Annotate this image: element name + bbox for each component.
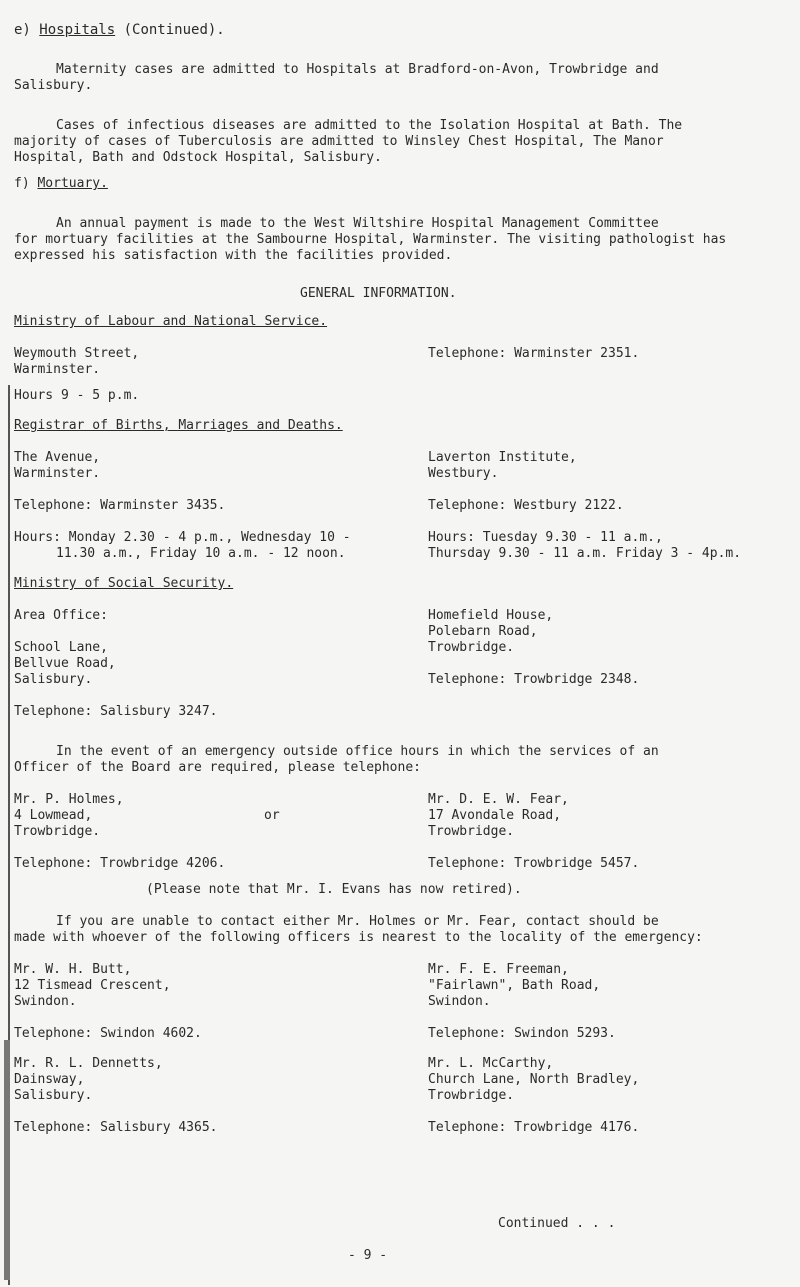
paragraph-line: Maternity cases are admitted to Hospitals at Bradford-on-Avon, Trowbridge and [56, 62, 659, 77]
officer-name: Mr. R. L. Dennetts, [14, 1056, 163, 1071]
address-line: School Lane, [14, 640, 108, 655]
address-line: Weymouth Street, [14, 346, 140, 361]
page-number: - 9 - [348, 1248, 388, 1263]
telephone-line: Telephone: Westbury 2122. [428, 498, 624, 513]
address-line: Warminster. [14, 362, 101, 377]
paragraph-line: Hospital, Bath and Odstock Hospital, Salisbury. [14, 150, 382, 165]
address-line: Trowbridge. [14, 824, 101, 839]
binding-shadow [4, 1040, 10, 1280]
telephone-line: Telephone: Salisbury 4365. [14, 1120, 218, 1135]
address-line: Warminster. [14, 466, 101, 481]
address-line: Salisbury. [14, 1088, 93, 1103]
hours-line: Thursday 9.30 - 11 a.m. Friday 3 - 4p.m. [428, 546, 742, 561]
telephone-line: Telephone: Trowbridge 5457. [428, 856, 640, 871]
address-line: Dainsway, [14, 1072, 85, 1087]
telephone-line: Telephone: Trowbridge 4206. [14, 856, 226, 871]
officer-name: Mr. W. H. Butt, [14, 962, 132, 977]
address-line: The Avenue, [14, 450, 101, 465]
address-line: Westbury. [428, 466, 499, 481]
retirement-note: (Please note that Mr. I. Evans has now retired). [146, 882, 522, 897]
address-line: 12 Tismead Crescent, [14, 978, 171, 993]
address-line: Homefield House, [428, 608, 554, 623]
telephone-line: Telephone: Swindon 4602. [14, 1026, 202, 1041]
address-line: Salisbury. [14, 672, 93, 687]
hours-line: Hours: Monday 2.30 - 4 p.m., Wednesday 10 - [14, 530, 351, 545]
officer-name: Mr. L. McCarthy, [428, 1056, 554, 1071]
paragraph-line: An annual payment is made to the West Wiltshire Hospital Management Committee [56, 216, 659, 231]
paragraph-line: Salisbury. [14, 78, 93, 93]
paragraph-line: In the event of an emergency outside office hours in which the services of an [56, 744, 659, 759]
continued-label: Continued . . . [498, 1216, 616, 1231]
address-line: Trowbridge. [428, 824, 515, 839]
hours-line: Hours 9 - 5 p.m. [14, 388, 140, 403]
telephone-line: Telephone: Trowbridge 2348. [428, 672, 640, 687]
address-line: Church Lane, North Bradley, [428, 1072, 640, 1087]
area-office-label: Area Office: [14, 608, 108, 623]
registrar-heading: Registrar of Births, Marriages and Deaths. [14, 418, 343, 433]
hours-line: 11.30 a.m., Friday 10 a.m. - 12 noon. [56, 546, 346, 561]
ministry-labour-heading: Ministry of Labour and National Service. [14, 314, 328, 329]
section-label: e) [14, 22, 31, 38]
officer-name: Mr. F. E. Freeman, [428, 962, 569, 977]
address-line: "Fairlawn", Bath Road, [428, 978, 601, 993]
hours-line: Hours: Tuesday 9.30 - 11 a.m., [428, 530, 663, 545]
address-line: 4 Lowmead, [14, 808, 93, 823]
paragraph-line: made with whoever of the following officers is nearest to the locality of the emergency: [14, 930, 703, 945]
telephone-line: Telephone: Warminster 2351. [428, 346, 640, 361]
address-line: Trowbridge. [428, 640, 515, 655]
telephone-line: Telephone: Swindon 5293. [428, 1026, 616, 1041]
section-title: Mortuary. [37, 176, 108, 191]
paragraph-line: Officer of the Board are required, please telephone: [14, 760, 421, 775]
section-label: f) [14, 176, 30, 191]
officer-name: Mr. P. Holmes, [14, 792, 124, 807]
address-line: Bellvue Road, [14, 656, 116, 671]
telephone-line: Telephone: Warminster 3435. [14, 498, 226, 513]
paragraph-line: If you are unable to contact either Mr. Holmes or Mr. Fear, contact should be [56, 914, 659, 929]
address-line: 17 Avondale Road, [428, 808, 562, 823]
paragraph-line: Cases of infectious diseases are admitted to the Isolation Hospital at Bath. The [56, 118, 683, 133]
section-heading-mortuary [14, 176, 108, 192]
paragraph-line: for mortuary facilities at the Sambourne Hospital, Warminster. The visiting pathologist has [14, 232, 727, 247]
social-security-heading: Ministry of Social Security. [14, 576, 234, 591]
section-title: Hospitals [39, 22, 116, 38]
paragraph-line: majority of cases of Tuberculosis are admitted to Winsley Chest Hospital, The Manor [14, 134, 664, 149]
address-line: Swindon. [14, 994, 77, 1009]
general-information-title: GENERAL INFORMATION. [300, 286, 457, 301]
telephone-line: Telephone: Trowbridge 4176. [428, 1120, 640, 1135]
address-line: Polebarn Road, [428, 624, 538, 639]
officer-name: Mr. D. E. W. Fear, [428, 792, 569, 807]
or-label: or [264, 808, 280, 823]
telephone-line: Telephone: Salisbury 3247. [14, 704, 218, 719]
section-heading-hospitals [14, 22, 225, 38]
section-suffix: (Continued). [123, 22, 225, 38]
address-line: Laverton Institute, [428, 450, 577, 465]
address-line: Trowbridge. [428, 1088, 515, 1103]
paragraph-line: expressed his satisfaction with the facilities provided. [14, 248, 453, 263]
address-line: Swindon. [428, 994, 491, 1009]
